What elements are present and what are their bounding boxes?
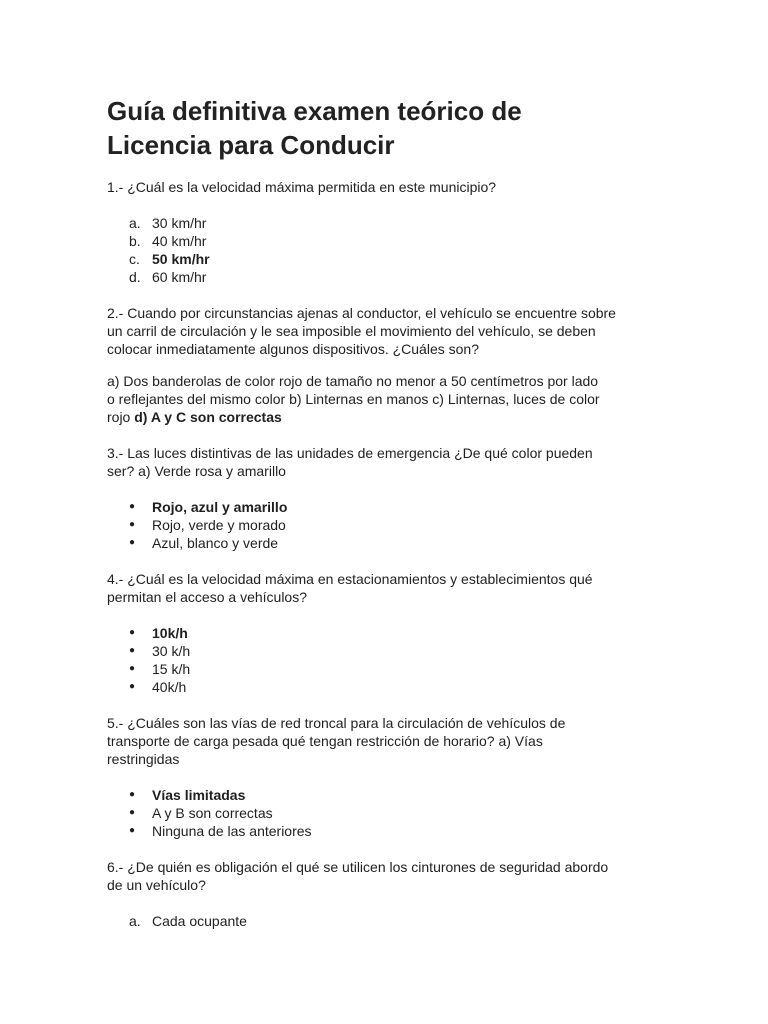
title-line-2: Licencia para Conducir — [107, 130, 395, 160]
option-text-correct: Rojo, azul y amarillo — [152, 499, 288, 515]
option-text-correct: 50 km/hr — [152, 251, 210, 267]
question-2-line-3: colocar inmediatamente algunos dispositivos. ¿Cuáles son? — [107, 341, 479, 357]
option-item-correct — [129, 786, 667, 804]
bullet-icon: ● — [129, 807, 136, 818]
bullet-icon: ● — [129, 681, 136, 692]
bullet-icon: ● — [129, 537, 136, 548]
option-text: Cada ocupante — [152, 913, 247, 929]
document-page — [107, 94, 667, 930]
bullet-icon: ● — [129, 825, 136, 836]
question-5-line-3: restringidas — [107, 751, 180, 767]
question-5-options — [107, 786, 667, 840]
question-6-line-2: de un vehículo? — [107, 877, 206, 893]
option-text: 60 km/hr — [152, 269, 207, 285]
option-text: 15 k/h — [152, 661, 191, 677]
option-item — [129, 534, 667, 552]
question-2-answer — [107, 372, 667, 426]
bullet-icon: ● — [129, 663, 136, 674]
document-title — [107, 94, 667, 162]
answer-2-prefix: rojo — [107, 409, 135, 425]
bullet-icon: ● — [129, 645, 136, 656]
option-text-correct: 10k/h — [152, 625, 188, 641]
question-3-options — [107, 498, 667, 552]
option-text: 30 k/h — [152, 643, 191, 659]
option-item-correct — [129, 624, 667, 642]
option-item — [129, 822, 667, 840]
question-3-line-2: ser? a) Verde rosa y amarillo — [107, 463, 286, 479]
option-marker: a. — [129, 215, 141, 231]
option-item — [129, 214, 667, 232]
question-5-line-2: transporte de carga pesada qué tengan restricción de horario? a) Vías — [107, 733, 543, 749]
option-text: Azul, blanco y verde — [152, 535, 279, 551]
option-item-correct — [129, 250, 667, 268]
option-item — [129, 642, 667, 660]
option-marker: d. — [129, 269, 141, 285]
question-4-line-2: permitan el acceso a vehículos? — [107, 589, 307, 605]
option-text: Rojo, verde y morado — [152, 517, 286, 533]
bullet-icon: ● — [129, 627, 136, 638]
option-marker: c. — [129, 251, 140, 267]
bullet-icon: ● — [129, 519, 136, 530]
question-5 — [107, 714, 667, 768]
question-2-line-2: un carril de circulación y le sea imposible el movimiento del vehículo, se deben — [107, 323, 596, 339]
question-5-line-1: 5.- ¿Cuáles son las vías de red troncal para la circulación de vehículos de — [107, 715, 566, 731]
question-4-line-1: 4.- ¿Cuál es la velocidad máxima en estacionamientos y establecimientos qué — [107, 571, 593, 587]
option-item — [129, 660, 667, 678]
answer-2-line-2: o reflejantes del mismo color b) Linternas en manos c) Linternas, luces de color — [107, 391, 600, 407]
option-marker: a. — [129, 913, 141, 929]
question-4-options — [107, 624, 667, 696]
option-item — [129, 912, 667, 930]
question-2 — [107, 304, 667, 358]
bullet-icon: ● — [129, 501, 136, 512]
question-1-options — [107, 214, 667, 286]
option-text: Ninguna de las anteriores — [152, 823, 312, 839]
question-3-line-1: 3.- Las luces distintivas de las unidades de emergencia ¿De qué color pueden — [107, 445, 593, 461]
option-item — [129, 516, 667, 534]
option-item — [129, 678, 667, 696]
option-text: 40 km/hr — [152, 233, 207, 249]
option-marker: b. — [129, 233, 141, 249]
option-item — [129, 268, 667, 286]
question-6 — [107, 858, 667, 894]
answer-2-line-1: a) Dos banderolas de color rojo de tamaño no menor a 50 centímetros por lado — [107, 373, 599, 389]
bullet-icon: ● — [129, 789, 136, 800]
question-4 — [107, 570, 667, 606]
question-6-line-1: 6.- ¿De quién es obligación el qué se utilicen los cinturones de seguridad abordo — [107, 859, 609, 875]
option-text: 40k/h — [152, 679, 187, 695]
answer-2-correct: d) A y C son correctas — [134, 409, 282, 425]
question-6-options — [107, 912, 667, 930]
question-3 — [107, 444, 667, 480]
title-line-1: Guía definitiva examen teórico de — [107, 96, 522, 126]
option-item-correct — [129, 498, 667, 516]
question-1: 1.- ¿Cuál es la velocidad máxima permitida en este municipio? — [107, 179, 497, 195]
option-text-correct: Vías limitadas — [152, 787, 246, 803]
option-text: A y B son correctas — [152, 805, 273, 821]
option-item — [129, 232, 667, 250]
option-item — [129, 804, 667, 822]
answer-2-line-3 — [107, 408, 667, 426]
question-2-line-1: 2.- Cuando por circunstancias ajenas al conductor, el vehículo se encuentre sobre — [107, 305, 616, 321]
option-text: 30 km/hr — [152, 215, 207, 231]
